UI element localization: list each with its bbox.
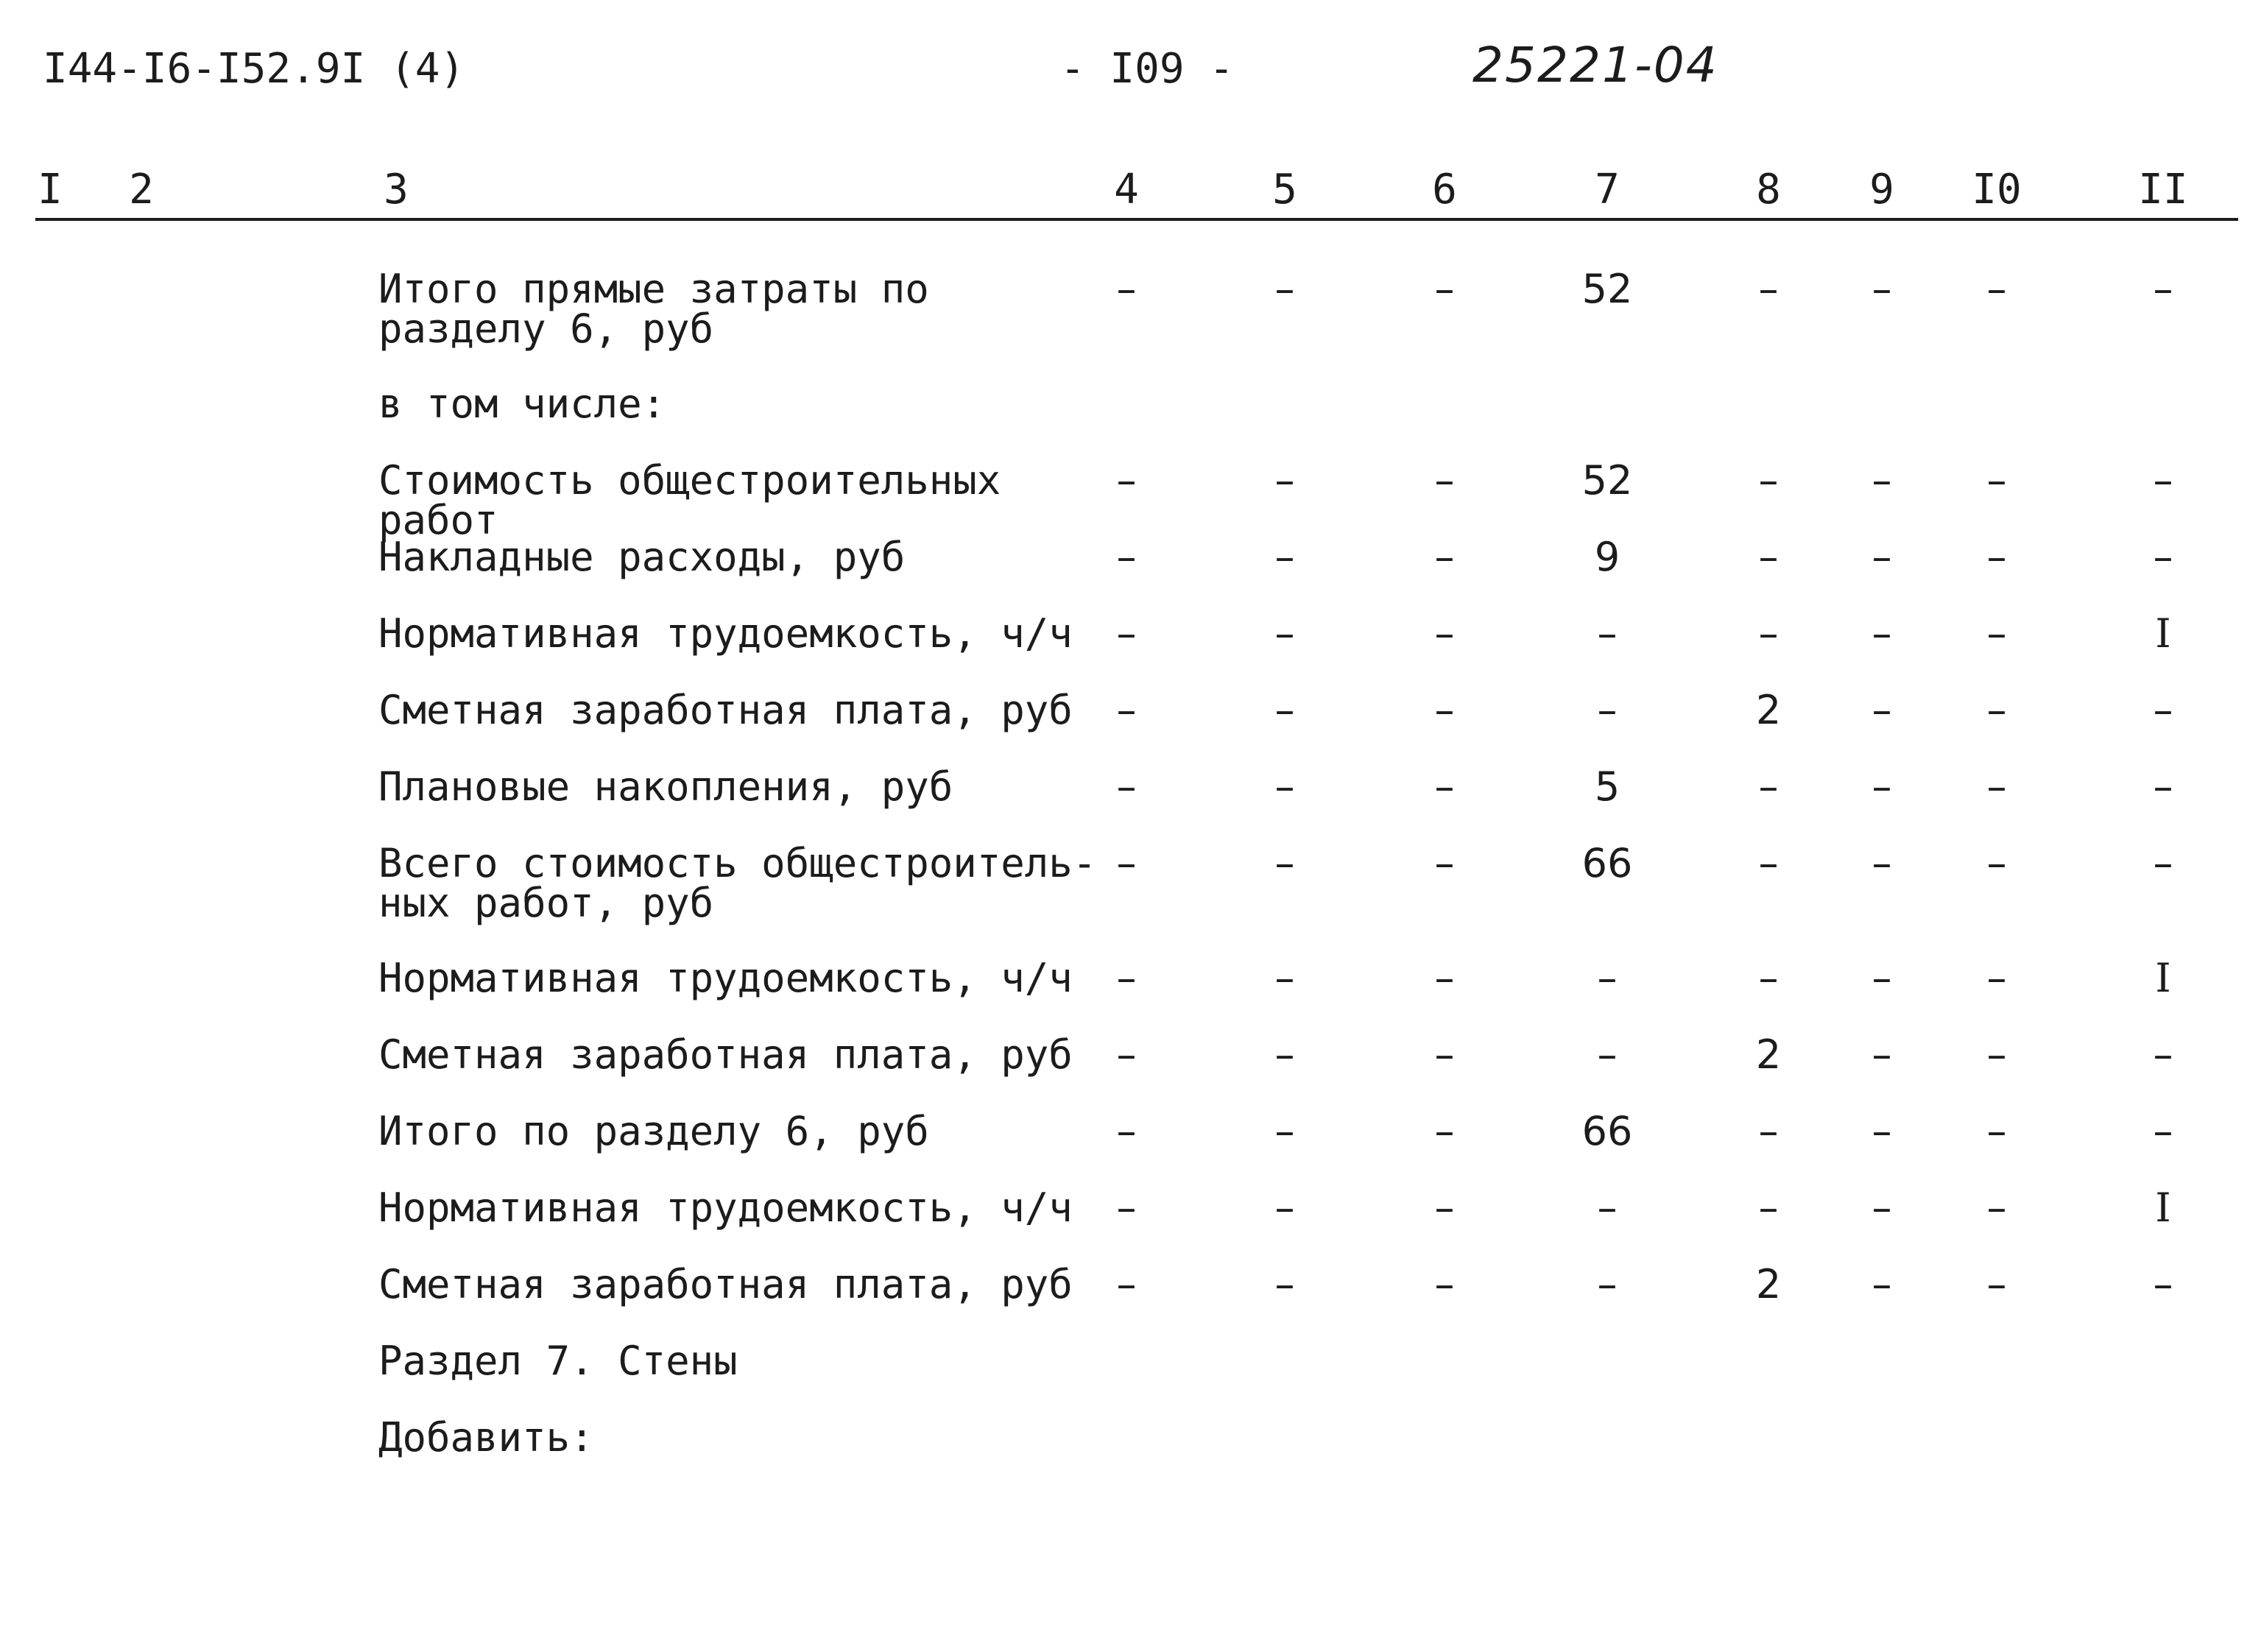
cell-col-6: –	[1434, 457, 1455, 504]
cell-col-8: 2	[1755, 687, 1782, 733]
cell-col-7: 66	[1581, 1108, 1633, 1154]
cell-col-6: –	[1434, 534, 1455, 580]
column-number-5: 5	[1272, 166, 1297, 213]
cell-col-5: –	[1274, 1261, 1295, 1307]
table-row	[0, 266, 2261, 352]
cell-col-5: –	[1274, 955, 1295, 1001]
cell-col-9: –	[1872, 1108, 1892, 1154]
cell-col-10: –	[1986, 457, 2007, 504]
row-label: Плановые накопления, руб	[378, 763, 953, 810]
cell-col-4: –	[1116, 955, 1137, 1001]
cell-col-5: –	[1274, 840, 1295, 886]
cell-col-11: –	[2153, 763, 2173, 810]
row-label: Сметная заработная плата, руб	[378, 687, 1073, 733]
cell-col-8: 2	[1755, 1031, 1782, 1078]
table-row	[0, 955, 2261, 1025]
cell-col-7: 66	[1581, 840, 1633, 886]
cell-col-9: –	[1872, 1185, 1892, 1231]
cell-col-4: –	[1116, 1185, 1137, 1231]
cell-col-11: –	[2153, 457, 2173, 504]
cell-col-9: –	[1872, 1031, 1892, 1078]
cell-col-8: –	[1758, 1185, 1779, 1231]
cell-col-6: –	[1434, 266, 1455, 312]
table-row	[0, 610, 2261, 680]
cell-col-6: –	[1434, 1261, 1455, 1307]
cell-col-11: –	[2153, 687, 2173, 733]
cell-col-5: –	[1274, 457, 1295, 504]
cell-col-10: –	[1986, 687, 2007, 733]
column-number-3: 3	[384, 166, 409, 213]
cell-col-11: I	[2155, 610, 2171, 657]
cell-col-10: –	[1986, 1108, 2007, 1154]
row-label: в том числе:	[378, 381, 666, 427]
cell-col-9: –	[1872, 840, 1892, 886]
cell-col-10: –	[1986, 955, 2007, 1001]
cell-col-9: –	[1872, 1261, 1892, 1307]
cell-col-9: –	[1872, 955, 1892, 1001]
row-label: Сметная заработная плата, руб	[378, 1261, 1073, 1307]
cell-col-7: 52	[1581, 457, 1633, 504]
cell-col-10: –	[1986, 1261, 2007, 1307]
cell-col-4: –	[1116, 1261, 1137, 1307]
cell-col-9: –	[1872, 457, 1892, 504]
cell-col-11: –	[2153, 266, 2173, 312]
cell-col-7: 9	[1594, 534, 1620, 580]
table-row	[0, 1031, 2261, 1101]
column-number-9: 9	[1869, 166, 1894, 213]
cell-col-6: –	[1434, 1185, 1455, 1231]
cell-col-6: –	[1434, 955, 1455, 1001]
table-row	[0, 534, 2261, 604]
cell-col-11: –	[2153, 1261, 2173, 1307]
cell-col-4: –	[1116, 763, 1137, 810]
cell-col-11: –	[2153, 534, 2173, 580]
cell-col-11: –	[2153, 840, 2173, 886]
column-number-1: I	[38, 166, 63, 213]
cell-col-10: –	[1986, 763, 2007, 810]
column-number-7: 7	[1595, 166, 1620, 213]
column-number-8: 8	[1756, 166, 1781, 213]
cell-col-8: 2	[1755, 1261, 1782, 1307]
cell-col-4: –	[1116, 610, 1137, 657]
table-row	[0, 381, 2261, 451]
cell-col-6: –	[1434, 610, 1455, 657]
table-row	[0, 1338, 2261, 1408]
table-row	[0, 1108, 2261, 1178]
cell-col-5: –	[1274, 763, 1295, 810]
cell-col-6: –	[1434, 1108, 1455, 1154]
cell-col-6: –	[1434, 687, 1455, 733]
cell-col-7: –	[1597, 1031, 1618, 1078]
column-number-6: 6	[1432, 166, 1457, 213]
row-label: Итого прямые затраты по разделу 6, руб	[378, 266, 929, 352]
cell-col-10: –	[1986, 840, 2007, 886]
cell-col-9: –	[1872, 763, 1892, 810]
cell-col-10: –	[1986, 534, 2007, 580]
cell-col-7: –	[1597, 687, 1618, 733]
cell-col-9: –	[1872, 266, 1892, 312]
cell-col-4: –	[1116, 457, 1137, 504]
cell-col-4: –	[1116, 1108, 1137, 1154]
page-number: - I09 -	[1060, 45, 1235, 93]
row-label: Накладные расходы, руб	[378, 534, 906, 580]
cell-col-11: I	[2155, 955, 2171, 1001]
cell-col-5: –	[1274, 610, 1295, 657]
cell-col-7: 5	[1594, 763, 1620, 810]
cell-col-11: –	[2153, 1031, 2173, 1078]
cell-col-6: –	[1434, 1031, 1455, 1078]
row-label: Нормативная трудоемкость, ч/ч	[378, 1185, 1073, 1231]
cell-col-8: –	[1758, 763, 1779, 810]
cell-col-7: –	[1597, 1185, 1618, 1231]
cell-col-10: –	[1986, 1031, 2007, 1078]
cell-col-4: –	[1116, 534, 1137, 580]
table-row	[0, 1185, 2261, 1254]
row-label: Всего стоимость общестроитель- ных работ, руб	[378, 840, 1097, 926]
cell-col-5: –	[1274, 266, 1295, 312]
row-label: Нормативная трудоемкость, ч/ч	[378, 610, 1073, 657]
cell-col-6: –	[1434, 840, 1455, 886]
cell-col-8: –	[1758, 266, 1779, 312]
cell-col-7: –	[1597, 955, 1618, 1001]
row-label: Нормативная трудоемкость, ч/ч	[378, 955, 1073, 1001]
cell-col-5: –	[1274, 1031, 1295, 1078]
cell-col-7: –	[1597, 1261, 1618, 1307]
cell-col-4: –	[1116, 840, 1137, 886]
cell-col-4: –	[1116, 687, 1137, 733]
cell-col-10: –	[1986, 1185, 2007, 1231]
column-number-10: I0	[1972, 166, 2022, 213]
table-row	[0, 763, 2261, 833]
table-row	[0, 457, 2261, 543]
row-label: Добавить:	[378, 1414, 594, 1461]
cell-col-5: –	[1274, 687, 1295, 733]
cell-col-8: –	[1758, 1108, 1779, 1154]
document-code: I44-I6-I52.9I (4)	[43, 45, 465, 93]
cell-col-11: –	[2153, 1108, 2173, 1154]
handwritten-stamp-number: 25221-04	[1472, 37, 1718, 93]
cell-col-4: –	[1116, 266, 1137, 312]
table-row	[0, 1414, 2261, 1484]
cell-col-7: 52	[1581, 266, 1633, 312]
table-row	[0, 1261, 2261, 1331]
cell-col-8: –	[1758, 610, 1779, 657]
cell-col-8: –	[1758, 955, 1779, 1001]
cell-col-5: –	[1274, 1185, 1295, 1231]
cell-col-5: –	[1274, 1108, 1295, 1154]
row-label: Стоимость общестроительных работ	[378, 457, 1001, 543]
table-row	[0, 687, 2261, 757]
cell-col-6: –	[1434, 763, 1455, 810]
column-number-11: II	[2138, 166, 2188, 213]
cell-col-5: –	[1274, 534, 1295, 580]
cell-col-10: –	[1986, 610, 2007, 657]
cell-col-9: –	[1872, 610, 1892, 657]
column-number-2: 2	[129, 166, 154, 213]
cell-col-8: –	[1758, 457, 1779, 504]
header-rule	[35, 218, 2238, 221]
cell-col-4: –	[1116, 1031, 1137, 1078]
cell-col-9: –	[1872, 534, 1892, 580]
row-label: Раздел 7. Стены	[378, 1338, 738, 1384]
row-label: Сметная заработная плата, руб	[378, 1031, 1073, 1078]
cell-col-11: I	[2155, 1185, 2171, 1231]
cell-col-9: –	[1872, 687, 1892, 733]
cell-col-8: –	[1758, 534, 1779, 580]
column-number-4: 4	[1114, 166, 1139, 213]
cell-col-7: –	[1597, 610, 1618, 657]
table-row	[0, 840, 2261, 926]
cell-col-10: –	[1986, 266, 2007, 312]
row-label: Итого по разделу 6, руб	[378, 1108, 929, 1154]
cell-col-8: –	[1758, 840, 1779, 886]
